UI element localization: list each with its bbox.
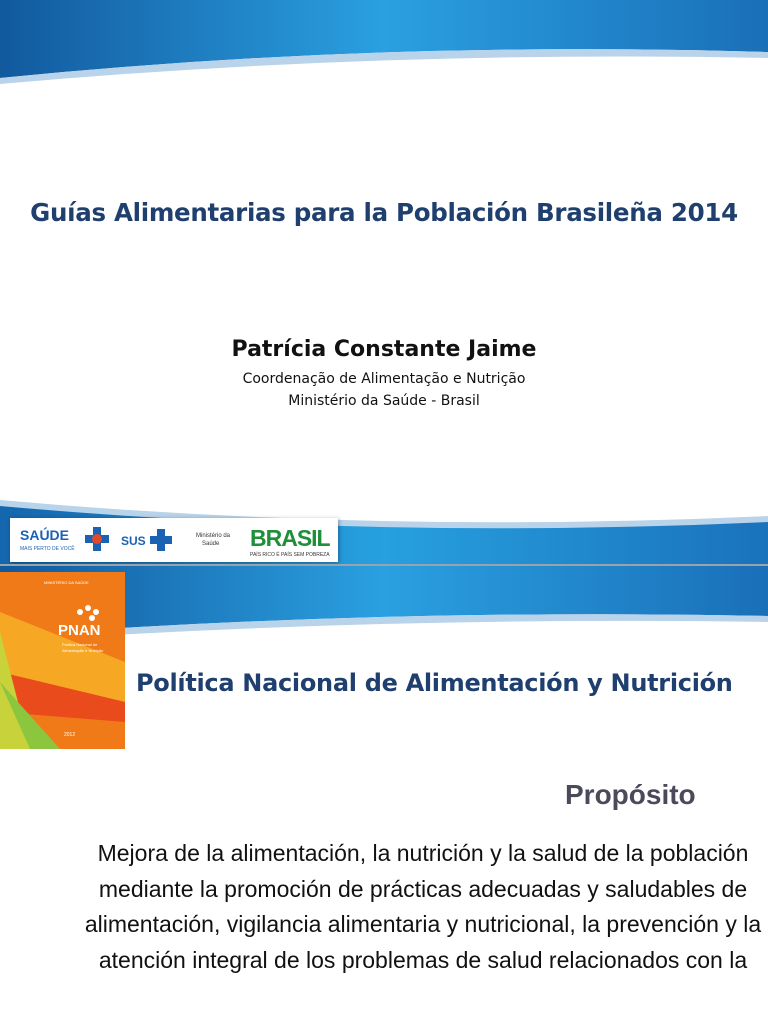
slide-2-title: Política Nacional de Alimentación y Nutrición	[136, 669, 733, 697]
brasil-logo-tagline: PAÍS RICO É PAÍS SEM POBREZA	[250, 552, 330, 558]
book-publisher: MINISTÉRIO DA SAÚDE	[44, 580, 89, 585]
ministerio-logo-line2: Saúde	[202, 541, 220, 547]
body-paragraph: Mejora de la alimentación, la nutrición y la salud de la población mediante la promoción de prácticas adecuadas y saludables de alimentación, vigilancia alimentaria y nutricional, la prevención y la atención integral de los problemas de salud relacionados con la	[84, 840, 762, 973]
author-name: Patrícia Constante Jaime	[231, 337, 537, 362]
affiliation-line-2: Ministério da Saúde - Brasil	[288, 393, 480, 409]
top-wave-banner	[0, 0, 768, 90]
section-heading: Propósito	[565, 779, 696, 810]
book-year: 2012	[64, 732, 76, 738]
affiliation-line-1: Coordenação de Alimentação e Nutrição	[242, 371, 526, 387]
pnan-logo: PNAN	[58, 622, 101, 639]
ministerio-logo-line1: Ministério da	[196, 533, 231, 539]
saude-cross-icon	[84, 526, 110, 552]
saude-logo-tagline: MAIS PERTO DE VOCÊ	[20, 546, 75, 552]
sus-logo: SUS	[121, 534, 146, 548]
book-subtitle-1: Política Nacional de	[62, 642, 98, 647]
slide-2	[0, 566, 768, 1024]
slide-title: Guías Alimentarias para la Población Brasileña 2014	[30, 198, 738, 227]
saude-logo: SAÚDE	[20, 527, 70, 543]
brasil-logo: BRASIL	[250, 525, 330, 551]
pnan-book-cover	[0, 572, 125, 749]
book-subtitle-2: Alimentação e Nutrição	[62, 648, 104, 653]
logo-strip	[10, 518, 338, 562]
sus-cross-icon	[150, 529, 172, 551]
book-cover-art	[0, 572, 125, 749]
